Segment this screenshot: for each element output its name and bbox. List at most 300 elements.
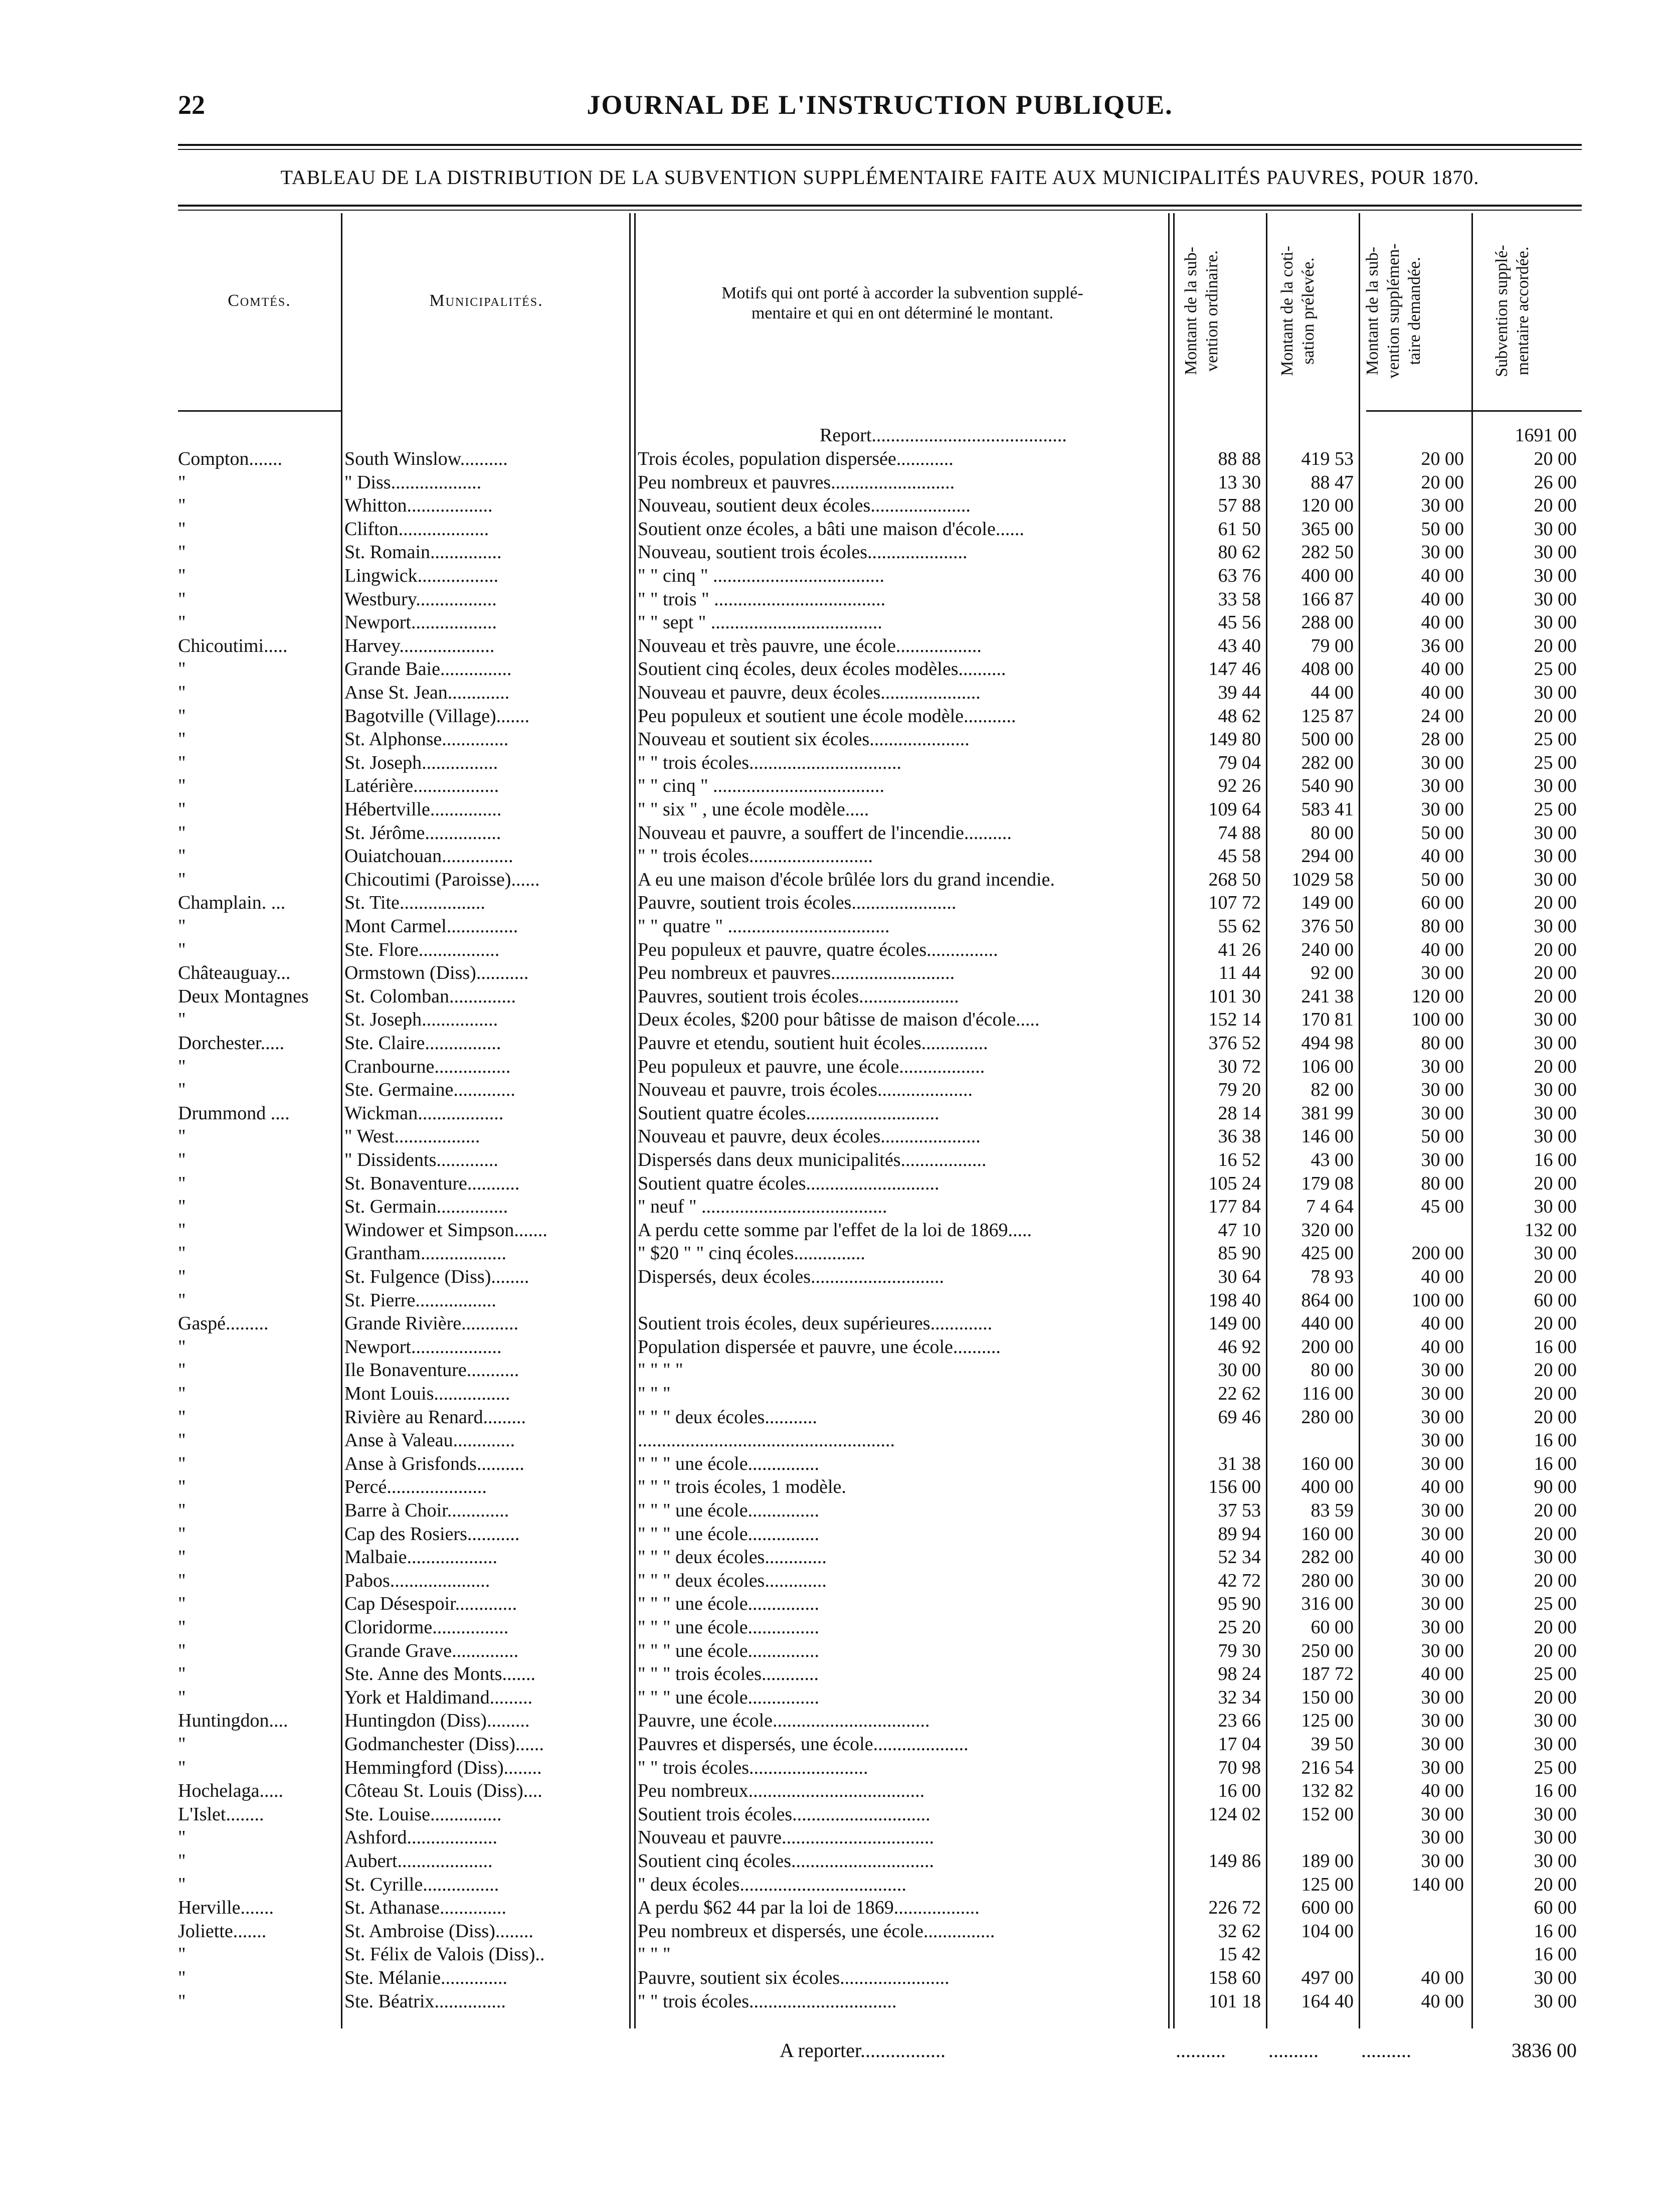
- cell-comte: ": [178, 682, 186, 703]
- cell-montant-ordinaire: 33 58: [1218, 588, 1261, 610]
- cell-comte: ": [178, 1149, 186, 1170]
- cell-municipalite: Clifton...................: [344, 518, 489, 540]
- cell-demandee: 30 00: [1421, 1734, 1464, 1755]
- cell-montant-ordinaire: 61 50: [1218, 518, 1261, 540]
- cell-municipalite: St. Ambroise (Diss)........: [344, 1920, 533, 1942]
- table-row: [178, 1335, 1582, 1359]
- table-row: [178, 915, 1582, 938]
- table-row: [178, 1382, 1582, 1406]
- cell-accordee: 20 00: [1534, 1313, 1577, 1334]
- cell-cotisation: 80 00: [1311, 822, 1354, 843]
- cell-accordee: 20 00: [1534, 962, 1577, 984]
- cell-montant-ordinaire: 107 72: [1208, 892, 1261, 914]
- cell-demandee: 50 00: [1421, 1126, 1464, 1147]
- cell-motif: A perdu cette somme par l'effet de la loi de 1869.....: [638, 1219, 1032, 1241]
- cell-accordee: 20 00: [1534, 495, 1577, 517]
- table-row: [178, 868, 1582, 892]
- cell-municipalite: St. Cyrille................: [344, 1874, 499, 1895]
- cell-accordee: 30 00: [1534, 542, 1577, 563]
- cell-montant-ordinaire: 25 20: [1218, 1617, 1261, 1638]
- cell-motif: " " six " , une école modèle.....: [638, 799, 869, 820]
- table-row: [178, 891, 1582, 915]
- cell-comte: ": [178, 1056, 186, 1077]
- table-row: [178, 1499, 1582, 1522]
- cell-montant-ordinaire: 80 62: [1218, 542, 1261, 563]
- cell-demandee: 60 00: [1421, 892, 1464, 914]
- cell-comte: ": [178, 1593, 186, 1615]
- cell-comte: ": [178, 822, 186, 843]
- cell-comte: ": [178, 542, 186, 563]
- cell-comte: ": [178, 495, 186, 517]
- cell-municipalite: St. Alphonse..............: [344, 729, 509, 750]
- cell-accordee: 30 00: [1534, 1102, 1577, 1124]
- cell-accordee: 16 00: [1534, 1149, 1577, 1170]
- header-motifs: [637, 283, 1168, 323]
- cell-accordee: 30 00: [1534, 612, 1577, 633]
- cell-municipalite: Huntingdon (Diss).........: [344, 1710, 530, 1732]
- cell-accordee: 20 00: [1534, 1056, 1577, 1077]
- cell-accordee: 25 00: [1534, 1593, 1577, 1615]
- cell-montant-ordinaire: 31 38: [1218, 1453, 1261, 1474]
- cell-motif: Dispersés, deux écoles............................: [638, 1266, 945, 1287]
- cell-municipalite: Grande Rivière............: [344, 1313, 519, 1334]
- cell-municipalite: Wickman..................: [344, 1102, 504, 1124]
- header-comtes: Comtés.: [228, 291, 291, 310]
- cell-municipalite: Ste. Flore.................: [344, 939, 500, 960]
- cell-accordee: 16 00: [1534, 1453, 1577, 1474]
- cell-cotisation: 78 93: [1311, 1266, 1354, 1287]
- cell-comte: ": [178, 565, 186, 586]
- table-row: [178, 728, 1582, 751]
- cell-accordee: 20 00: [1534, 1570, 1577, 1591]
- cell-accordee: 26 00: [1534, 471, 1577, 493]
- table-row: [178, 1873, 1582, 1897]
- cell-demandee: 30 00: [1421, 1406, 1464, 1428]
- cell-municipalite: Anse à Grisfonds..........: [344, 1453, 524, 1474]
- cell-montant-ordinaire: 30 64: [1218, 1266, 1261, 1287]
- cell-comte: ": [178, 1336, 186, 1357]
- table-row: [178, 1055, 1582, 1079]
- cell-accordee: 20 00: [1534, 1266, 1577, 1287]
- cell-municipalite: Ste. Louise...............: [344, 1803, 502, 1825]
- cell-cotisation: 83 59: [1311, 1500, 1354, 1521]
- cell-municipalite: Hébertville...............: [344, 799, 502, 820]
- cell-demandee: 36 00: [1421, 635, 1464, 656]
- cell-demandee: 40 00: [1421, 1266, 1464, 1287]
- cell-motif: Pauvre, soutient six écoles.......................: [638, 1967, 950, 1988]
- cell-cotisation: 88 47: [1311, 471, 1354, 493]
- cell-montant-ordinaire: 152 14: [1208, 1009, 1261, 1031]
- cell-motif: " " trois écoles................................: [638, 752, 902, 773]
- cell-cotisation: 44 00: [1311, 682, 1354, 703]
- cell-municipalite: " West..................: [344, 1126, 480, 1147]
- cell-montant-ordinaire: 23 66: [1218, 1710, 1261, 1732]
- cell-motif: ......................................................: [638, 1430, 895, 1451]
- cell-demandee: 30 00: [1421, 1850, 1464, 1871]
- cell-motif: Pauvre, soutient trois écoles......................: [638, 892, 957, 914]
- cell-motif: " " " une école...............: [638, 1523, 820, 1545]
- cell-comte: Compton.......: [178, 448, 282, 469]
- cell-municipalite: South Winslow..........: [344, 448, 508, 469]
- cell-motif: Nouveau et très pauvre, une école..................: [638, 635, 982, 656]
- cell-montant-ordinaire: 48 62: [1218, 705, 1261, 727]
- cell-municipalite: Côteau St. Louis (Diss)....: [344, 1780, 542, 1802]
- report-amount: 1691 00: [1515, 425, 1577, 446]
- cell-demandee: 100 00: [1411, 1009, 1464, 1031]
- cell-motif: Peu nombreux et pauvres..........................: [638, 471, 955, 493]
- cell-motif: Soutient trois écoles, deux supérieures.............: [638, 1313, 993, 1334]
- table-row: [178, 1265, 1582, 1289]
- cell-montant-ordinaire: 55 62: [1218, 916, 1261, 937]
- cell-comte: ": [178, 845, 186, 867]
- header-underline-amounts: [1366, 410, 1582, 412]
- cell-comte: ": [178, 1640, 186, 1661]
- cell-montant-ordinaire: 17 04: [1218, 1734, 1261, 1755]
- cell-accordee: 20 00: [1534, 1359, 1577, 1381]
- table-row: [178, 844, 1582, 868]
- header-rule-top: [178, 144, 1582, 146]
- cell-municipalite: Anse à Valeau.............: [344, 1430, 515, 1451]
- footer-dots-2: ..........: [1268, 2039, 1319, 2062]
- cell-municipalite: Grande Grave..............: [344, 1640, 519, 1661]
- table-row: [178, 1592, 1582, 1616]
- cell-demandee: 40 00: [1421, 682, 1464, 703]
- table-row: [178, 1733, 1582, 1756]
- cell-municipalite: " Dissidents.............: [344, 1149, 498, 1170]
- header-accordee: Subvention supplé- mentaire accordée.: [1493, 245, 1532, 377]
- cell-municipalite: Westbury.................: [344, 588, 497, 610]
- table-row: [178, 705, 1582, 728]
- cell-montant-ordinaire: 52 34: [1218, 1547, 1261, 1568]
- cell-demandee: 40 00: [1421, 588, 1464, 610]
- cell-accordee: 20 00: [1534, 705, 1577, 727]
- cell-motif: Soutient cinq écoles..............................: [638, 1850, 935, 1871]
- title-rule-top: [178, 205, 1582, 207]
- cell-cotisation: 408 00: [1301, 658, 1354, 680]
- cell-demandee: 30 00: [1421, 1149, 1464, 1170]
- cell-cotisation: 250 00: [1301, 1640, 1354, 1661]
- table-row: [178, 1289, 1582, 1312]
- report-row: [178, 424, 1582, 447]
- cell-motif: Soutient quatre écoles............................: [638, 1102, 940, 1124]
- cell-municipalite: St. Joseph................: [344, 752, 498, 773]
- cell-accordee: 132 00: [1524, 1219, 1577, 1241]
- cell-municipalite: Bagotville (Village).......: [344, 705, 530, 727]
- journal-title: JOURNAL DE L'INSTRUCTION PUBLIQUE.: [587, 90, 1173, 120]
- cell-montant-ordinaire: 95 90: [1218, 1593, 1261, 1615]
- cell-motif: " " " trois écoles, 1 modèle.: [638, 1476, 846, 1498]
- table-row: [178, 1639, 1582, 1663]
- cell-accordee: 30 00: [1534, 1827, 1577, 1848]
- cell-municipalite: Cap des Rosiers...........: [344, 1523, 520, 1545]
- cell-cotisation: 440 00: [1301, 1313, 1354, 1334]
- table-row: [178, 588, 1582, 611]
- table-row: [178, 1896, 1582, 1920]
- cell-cotisation: 282 50: [1301, 542, 1354, 563]
- cell-comte: Gaspé.........: [178, 1313, 269, 1334]
- cell-motif: Nouveau et pauvre................................: [638, 1827, 934, 1848]
- table-row: [178, 1522, 1582, 1546]
- cell-municipalite: Chicoutimi (Paroisse)......: [344, 869, 540, 890]
- header-motifs-line-1: Motifs qui ont porté à accorder la subvention supplé-: [721, 284, 1083, 302]
- table-row: [178, 681, 1582, 705]
- page-number: 22: [178, 90, 205, 120]
- cell-comte: ": [178, 1219, 186, 1241]
- cell-accordee: 30 00: [1534, 1126, 1577, 1147]
- cell-motif: " " ": [638, 1944, 671, 1965]
- cell-comte: Deux Montagnes: [178, 985, 309, 1007]
- cell-demandee: 40 00: [1421, 1313, 1464, 1334]
- cell-accordee: 30 00: [1534, 1033, 1577, 1054]
- cell-comte: ": [178, 1734, 186, 1755]
- cell-cotisation: 152 00: [1301, 1803, 1354, 1825]
- cell-cotisation: 160 00: [1301, 1523, 1354, 1545]
- page-header: [178, 89, 1582, 124]
- cell-municipalite: Whitton..................: [344, 495, 493, 517]
- cell-comte: ": [178, 1757, 186, 1778]
- cell-comte: ": [178, 1126, 186, 1147]
- cell-demandee: 40 00: [1421, 612, 1464, 633]
- cell-municipalite: St. Joseph................: [344, 1009, 498, 1031]
- cell-motif: Peu populeux et soutient une école modèle...........: [638, 705, 1016, 727]
- table-row: [178, 1849, 1582, 1873]
- cell-accordee: 30 00: [1534, 588, 1577, 610]
- cell-municipalite: Anse St. Jean.............: [344, 682, 510, 703]
- cell-demandee: 80 00: [1421, 1033, 1464, 1054]
- table-row: [178, 447, 1582, 471]
- table-row: [178, 1452, 1582, 1476]
- cell-comte: ": [178, 705, 186, 727]
- table-row: [178, 1779, 1582, 1803]
- table-title: TABLEAU DE LA DISTRIBUTION DE LA SUBVENTION SUPPLÉMENTAIRE FAITE AUX MUNICIPALITÉS PAUVRES, POUR 1870.: [280, 166, 1479, 189]
- cell-municipalite: Grande Baie...............: [344, 658, 512, 680]
- cell-motif: A perdu $62 44 par la loi de 1869..................: [638, 1897, 980, 1919]
- cell-municipalite: Latérière..................: [344, 775, 499, 797]
- cell-accordee: 25 00: [1534, 658, 1577, 680]
- cell-comte: ": [178, 1990, 186, 2012]
- cell-comte: ": [178, 729, 186, 750]
- cell-comte: ": [178, 916, 186, 937]
- cell-municipalite: Barre à Choir.............: [344, 1500, 509, 1521]
- cell-comte: ": [178, 1243, 186, 1264]
- cell-demandee: 30 00: [1421, 1710, 1464, 1732]
- table-row: [178, 1616, 1582, 1639]
- cell-accordee: 30 00: [1534, 822, 1577, 843]
- cell-cotisation: 400 00: [1301, 1476, 1354, 1498]
- cell-cotisation: 600 00: [1301, 1897, 1354, 1919]
- footer-dots-3: ..........: [1361, 2039, 1411, 2062]
- cell-comte: ": [178, 869, 186, 890]
- cell-demandee: 30 00: [1421, 1430, 1464, 1451]
- table-row: [178, 798, 1582, 821]
- cell-cotisation: 540 90: [1301, 775, 1354, 797]
- cell-motif: A eu une maison d'école brûlée lors du grand incendie.: [638, 869, 1055, 890]
- cell-municipalite: Aubert....................: [344, 1850, 493, 1871]
- cell-motif: Deux écoles, $200 pour bâtisse de maison d'école.....: [638, 1009, 1040, 1031]
- cell-municipalite: Ouiatchouan...............: [344, 845, 513, 867]
- cell-municipalite: St. Tite..................: [344, 892, 485, 914]
- cell-montant-ordinaire: 149 00: [1208, 1313, 1261, 1334]
- cell-comte: ": [178, 1359, 186, 1381]
- cell-demandee: 30 00: [1421, 1102, 1464, 1124]
- cell-demandee: 30 00: [1421, 1640, 1464, 1661]
- cell-montant-ordinaire: 376 52: [1208, 1033, 1261, 1054]
- cell-accordee: 16 00: [1534, 1430, 1577, 1451]
- cell-comte: Dorchester.....: [178, 1033, 285, 1054]
- cell-cotisation: 280 00: [1301, 1406, 1354, 1428]
- cell-demandee: 30 00: [1421, 1803, 1464, 1825]
- cell-comte: Hochelaga.....: [178, 1780, 283, 1802]
- table-row: [178, 1008, 1582, 1032]
- cell-demandee: 30 00: [1421, 1500, 1464, 1521]
- table-row: [178, 1032, 1582, 1055]
- cell-montant-ordinaire: 105 24: [1208, 1172, 1261, 1194]
- cell-demandee: 24 00: [1421, 705, 1464, 727]
- cell-comte: Châteauguay...: [178, 962, 291, 984]
- cell-motif: Nouveau, soutient deux écoles.....................: [638, 495, 971, 517]
- cell-accordee: 30 00: [1534, 565, 1577, 586]
- cell-municipalite: Hemmingford (Diss)........: [344, 1757, 542, 1778]
- table-row: [178, 1312, 1582, 1335]
- cell-demandee: 40 00: [1421, 845, 1464, 867]
- cell-demandee: 80 00: [1421, 1172, 1464, 1194]
- cell-montant-ordinaire: 15 42: [1218, 1944, 1261, 1965]
- cell-cotisation: 381 99: [1301, 1102, 1354, 1124]
- cell-motif: " " ": [638, 1383, 671, 1404]
- cell-motif: Soutient onze écoles, a bâti une maison d'école......: [638, 518, 1024, 540]
- cell-montant-ordinaire: 89 94: [1218, 1523, 1261, 1545]
- cell-demandee: 40 00: [1421, 565, 1464, 586]
- cell-demandee: 30 00: [1421, 1570, 1464, 1591]
- cell-comte: ": [178, 1172, 186, 1194]
- cell-comte: ": [178, 775, 186, 797]
- cell-accordee: 30 00: [1534, 1547, 1577, 1568]
- cell-motif: Soutient trois écoles.............................: [638, 1803, 930, 1825]
- cell-motif: " " sept " ....................................: [638, 612, 882, 633]
- cell-cotisation: 187 72: [1301, 1663, 1354, 1685]
- cell-motif: Nouveau et pauvre, a souffert de l'incendie..........: [638, 822, 1012, 843]
- cell-motif: " neuf " .......................................: [638, 1196, 887, 1218]
- table-row: [178, 1102, 1582, 1125]
- header-montant-ordinaire: Montant de la sub- vention ordinaire.: [1182, 247, 1221, 375]
- table-row: [178, 774, 1582, 798]
- table-row: [178, 1148, 1582, 1172]
- cell-montant-ordinaire: 177 84: [1208, 1196, 1261, 1218]
- cell-cotisation: 419 53: [1301, 448, 1354, 469]
- cell-motif: " " trois " ....................................: [638, 588, 886, 610]
- cell-cotisation: 500 00: [1301, 729, 1354, 750]
- cell-cotisation: 79 00: [1311, 635, 1354, 656]
- table-row: [178, 985, 1582, 1008]
- cell-cotisation: 376 50: [1301, 916, 1354, 937]
- cell-montant-ordinaire: 149 80: [1208, 729, 1261, 750]
- cell-demandee: 30 00: [1421, 962, 1464, 984]
- cell-municipalite: Rivière au Renard.........: [344, 1406, 526, 1428]
- cell-montant-ordinaire: 32 34: [1218, 1686, 1261, 1708]
- cell-municipalite: Lingwick.................: [344, 565, 499, 586]
- cell-municipalite: Ste. Béatrix...............: [344, 1990, 506, 2012]
- cell-cotisation: 280 00: [1301, 1570, 1354, 1591]
- cell-comte: Drummond ....: [178, 1102, 290, 1124]
- cell-accordee: 30 00: [1534, 1196, 1577, 1218]
- cell-accordee: 30 00: [1534, 1734, 1577, 1755]
- cell-montant-ordinaire: 47 10: [1218, 1219, 1261, 1241]
- cell-comte: L'Islet........: [178, 1803, 264, 1825]
- cell-montant-ordinaire: 37 53: [1218, 1500, 1261, 1521]
- cell-montant-ordinaire: 85 90: [1218, 1243, 1261, 1264]
- cell-municipalite: St. Germain...............: [344, 1196, 508, 1218]
- cell-demandee: 30 00: [1421, 1079, 1464, 1101]
- table-row: [178, 1195, 1582, 1219]
- cell-montant-ordinaire: 39 44: [1218, 682, 1261, 703]
- cell-demandee: 30 00: [1421, 1617, 1464, 1638]
- cell-demandee: 140 00: [1411, 1874, 1464, 1895]
- table-row: [178, 1943, 1582, 1966]
- cell-montant-ordinaire: 41 26: [1218, 939, 1261, 960]
- cell-demandee: 40 00: [1421, 1336, 1464, 1357]
- cell-comte: ": [178, 1266, 186, 1287]
- cell-municipalite: Cranbourne................: [344, 1056, 511, 1077]
- cell-motif: Peu populeux et pauvre, quatre écoles...............: [638, 939, 998, 960]
- cell-montant-ordinaire: 101 30: [1208, 985, 1261, 1007]
- cell-cotisation: 241 38: [1301, 985, 1354, 1007]
- cell-motif: " " " une école...............: [638, 1593, 820, 1615]
- a-reporter-amount: 3836 00: [1512, 2039, 1577, 2062]
- cell-accordee: 16 00: [1534, 1920, 1577, 1942]
- table-row: [178, 1826, 1582, 1849]
- cell-cotisation: 125 00: [1301, 1710, 1354, 1732]
- cell-montant-ordinaire: 16 00: [1218, 1780, 1261, 1802]
- cell-municipalite: St. Pierre.................: [344, 1289, 496, 1311]
- table-row: [178, 1569, 1582, 1593]
- cell-cotisation: 120 00: [1301, 495, 1354, 517]
- footer-dots-1: ..........: [1176, 2039, 1226, 2062]
- cell-accordee: 30 00: [1534, 916, 1577, 937]
- cell-cotisation: 400 00: [1301, 565, 1354, 586]
- table-row: [178, 1125, 1582, 1148]
- cell-municipalite: St. Félix de Valois (Diss)..: [344, 1944, 545, 1965]
- cell-demandee: 40 00: [1421, 658, 1464, 680]
- cell-motif: Soutient cinq écoles, deux écoles modèles..........: [638, 658, 1006, 680]
- cell-municipalite: Windower et Simpson.......: [344, 1219, 547, 1241]
- table-row: [178, 1756, 1582, 1780]
- cell-accordee: 30 00: [1534, 1967, 1577, 1988]
- cell-montant-ordinaire: 16 52: [1218, 1149, 1261, 1170]
- cell-demandee: 28 00: [1421, 729, 1464, 750]
- cell-demandee: 40 00: [1421, 1663, 1464, 1685]
- cell-municipalite: " Diss...................: [344, 471, 482, 493]
- cell-montant-ordinaire: 98 24: [1218, 1663, 1261, 1685]
- header-rule-bottom: [178, 149, 1582, 150]
- cell-montant-ordinaire: 158 60: [1208, 1967, 1261, 1988]
- cell-comte: Joliette.......: [178, 1920, 267, 1942]
- cell-cotisation: 132 82: [1301, 1780, 1354, 1802]
- cell-motif: Peu nombreux et pauvres..........................: [638, 962, 955, 984]
- header-cotisation: Montant de la coti- sation prélevée.: [1278, 246, 1318, 376]
- cell-accordee: 30 00: [1534, 682, 1577, 703]
- cell-motif: Population dispersée et pauvre, une école..........: [638, 1336, 1001, 1357]
- cell-cotisation: 583 41: [1301, 799, 1354, 820]
- cell-cotisation: 170 81: [1301, 1009, 1354, 1031]
- cell-municipalite: Newport...................: [344, 1336, 502, 1357]
- cell-cotisation: 497 00: [1301, 1967, 1354, 1988]
- cell-motif: Trois écoles, population dispersée............: [638, 448, 954, 469]
- cell-motif: " " cinq " ....................................: [638, 565, 884, 586]
- cell-comte: ": [178, 939, 186, 960]
- cell-cotisation: 92 00: [1311, 962, 1354, 984]
- cell-municipalite: St. Fulgence (Diss)........: [344, 1266, 529, 1287]
- cell-cotisation: 7 4 64: [1306, 1196, 1354, 1218]
